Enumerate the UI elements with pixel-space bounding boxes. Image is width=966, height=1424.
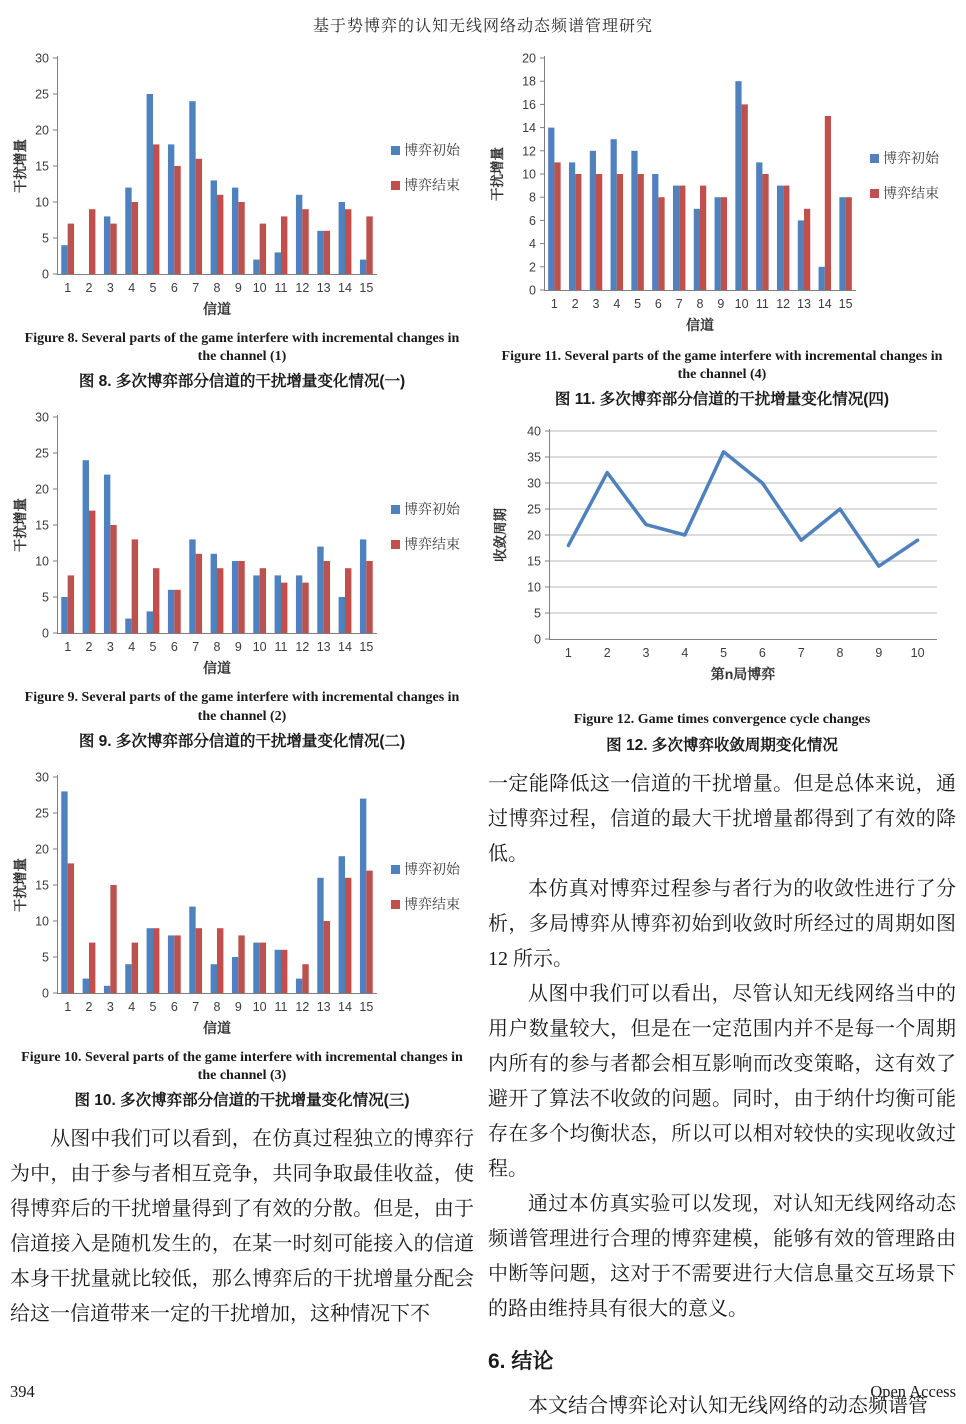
svg-text:6: 6 bbox=[654, 297, 662, 311]
right-body-paragraph: 从图中我们可以看出，尽管认知无线网络当中的用户数量较大，但是在一定范围内并不是每一个周期内所有的参与者都会相互影响而改变策略，这有效了避开了算法不收敛的问题。同时，由于纳什均衡可能存在多个均衡状态，所以可以相对较快的实现收敛过程。 bbox=[488, 982, 956, 1180]
svg-text:0: 0 bbox=[529, 283, 536, 298]
svg-text:35: 35 bbox=[527, 450, 541, 465]
right-body-paragraph: 通过本仿真实验可以发现，对认知无线网络动态频谱管理进行合理的博弈建模，能够有效的管理路由中断等问题，这对于不需要进行大信息量交互场景下的路由维持具有很大的意义。 bbox=[488, 1192, 956, 1320]
svg-text:15: 15 bbox=[35, 159, 49, 174]
svg-text:博弈结束: 博弈结束 bbox=[404, 536, 460, 553]
svg-text:12: 12 bbox=[295, 281, 310, 295]
svg-text:10: 10 bbox=[910, 646, 925, 661]
svg-text:博弈初始: 博弈初始 bbox=[404, 142, 460, 158]
svg-text:9: 9 bbox=[234, 281, 242, 295]
svg-text:4: 4 bbox=[128, 640, 136, 655]
svg-text:信道: 信道 bbox=[686, 317, 714, 333]
svg-text:30: 30 bbox=[527, 476, 541, 491]
figure9-bar-chart bbox=[11, 403, 473, 685]
svg-text:7: 7 bbox=[192, 281, 200, 295]
figure10-caption-en: Figure 10. Several parts of the game interfere with incremental changes in the channel (3) bbox=[21, 1049, 463, 1083]
svg-text:12: 12 bbox=[776, 297, 791, 311]
svg-text:10: 10 bbox=[522, 167, 536, 182]
svg-text:15: 15 bbox=[359, 640, 374, 655]
svg-text:13: 13 bbox=[316, 999, 331, 1014]
svg-text:3: 3 bbox=[106, 281, 114, 295]
svg-text:10: 10 bbox=[252, 999, 267, 1014]
svg-text:0: 0 bbox=[42, 626, 49, 641]
svg-text:20: 20 bbox=[527, 528, 541, 543]
svg-text:7: 7 bbox=[192, 999, 200, 1014]
svg-text:10: 10 bbox=[252, 640, 267, 655]
svg-text:3: 3 bbox=[106, 999, 114, 1014]
svg-text:10: 10 bbox=[252, 281, 267, 295]
svg-text:11: 11 bbox=[274, 640, 288, 655]
svg-text:12: 12 bbox=[295, 640, 310, 655]
svg-text:15: 15 bbox=[35, 518, 49, 533]
svg-text:15: 15 bbox=[838, 297, 853, 311]
figure12-line-chart bbox=[491, 421, 953, 707]
figure9-caption bbox=[10, 689, 474, 750]
svg-text:0: 0 bbox=[42, 986, 49, 1001]
svg-text:40: 40 bbox=[527, 424, 541, 439]
svg-text:2: 2 bbox=[85, 640, 93, 655]
svg-text:15: 15 bbox=[359, 999, 374, 1014]
page-title: 基于势博弈的认知无线网络动态频谱管理研究 bbox=[312, 18, 653, 35]
svg-text:4: 4 bbox=[529, 237, 536, 252]
svg-text:25: 25 bbox=[35, 446, 49, 461]
figure8-bar-chart bbox=[11, 44, 473, 326]
svg-text:1: 1 bbox=[564, 646, 572, 661]
svg-text:14: 14 bbox=[522, 121, 536, 136]
two-column-layout bbox=[0, 44, 966, 1424]
svg-text:3: 3 bbox=[592, 297, 600, 311]
svg-text:7: 7 bbox=[675, 297, 683, 311]
figure8-caption bbox=[10, 330, 474, 391]
svg-text:5: 5 bbox=[634, 297, 642, 311]
svg-text:5: 5 bbox=[149, 999, 157, 1014]
svg-text:6: 6 bbox=[170, 281, 178, 295]
svg-text:5: 5 bbox=[42, 590, 49, 605]
svg-text:25: 25 bbox=[35, 806, 49, 821]
svg-text:12: 12 bbox=[522, 144, 536, 159]
svg-text:20: 20 bbox=[35, 482, 49, 497]
svg-text:6: 6 bbox=[170, 640, 178, 655]
svg-text:8: 8 bbox=[696, 297, 704, 311]
svg-text:20: 20 bbox=[35, 123, 49, 138]
svg-text:10: 10 bbox=[527, 580, 541, 595]
svg-text:13: 13 bbox=[316, 640, 331, 655]
page-number: 394 bbox=[10, 1382, 35, 1401]
svg-text:9: 9 bbox=[234, 640, 242, 655]
svg-text:8: 8 bbox=[213, 281, 221, 295]
svg-text:博弈初始: 博弈初始 bbox=[404, 501, 460, 518]
svg-text:6: 6 bbox=[758, 646, 766, 661]
svg-text:10: 10 bbox=[35, 195, 49, 210]
svg-text:5: 5 bbox=[149, 281, 157, 295]
svg-text:25: 25 bbox=[35, 87, 49, 102]
figure12-caption-en: Figure 12. Game times convergence cycle changes bbox=[573, 712, 871, 728]
svg-text:14: 14 bbox=[817, 297, 832, 311]
figure9-caption-zh: 图 9. 多次博弈部分信道的干扰增量变化情况(二) bbox=[78, 732, 406, 750]
svg-text:2: 2 bbox=[529, 260, 536, 275]
section-heading-conclusion: 6. 结论 bbox=[488, 1349, 554, 1373]
figure11-caption-en: Figure 11. Several parts of the game interfere with incremental changes in the channel (4) bbox=[501, 349, 943, 383]
svg-text:11: 11 bbox=[755, 297, 769, 311]
figure10-bar-chart bbox=[11, 763, 473, 1045]
figure12-caption bbox=[488, 711, 956, 754]
left-column bbox=[10, 44, 474, 1424]
svg-text:11: 11 bbox=[274, 281, 288, 295]
svg-text:14: 14 bbox=[338, 999, 352, 1014]
svg-text:博弈结束: 博弈结束 bbox=[883, 185, 939, 201]
conclusion-paragraph: 本文结合博弈论对认知无线网络的动态频谱管 bbox=[528, 1394, 928, 1417]
open-access-label: Open Access bbox=[870, 1382, 956, 1401]
figure10-caption-zh: 图 10. 多次博弈部分信道的干扰增量变化情况(三) bbox=[74, 1092, 410, 1110]
svg-text:1: 1 bbox=[64, 281, 72, 295]
svg-text:9: 9 bbox=[717, 297, 725, 311]
svg-text:25: 25 bbox=[527, 502, 541, 517]
figure8-caption-zh: 图 8. 多次博弈部分信道的干扰增量变化情况(一) bbox=[78, 373, 406, 391]
svg-text:14: 14 bbox=[338, 281, 352, 295]
svg-text:13: 13 bbox=[797, 297, 811, 311]
svg-text:3: 3 bbox=[106, 640, 114, 655]
svg-text:15: 15 bbox=[527, 554, 541, 569]
figure11-caption-zh: 图 11. 多次博弈部分信道的干扰增量变化情况(四) bbox=[554, 391, 890, 409]
svg-text:2: 2 bbox=[571, 297, 579, 311]
svg-text:20: 20 bbox=[522, 51, 536, 66]
svg-text:30: 30 bbox=[35, 51, 49, 66]
svg-text:7: 7 bbox=[192, 640, 200, 655]
svg-text:博弈结束: 博弈结束 bbox=[404, 895, 460, 912]
figure12-caption-zh: 图 12. 多次博弈收敛周期变化情况 bbox=[606, 736, 838, 754]
svg-text:8: 8 bbox=[529, 190, 536, 205]
svg-text:信道: 信道 bbox=[203, 660, 231, 677]
figure9-caption-en: Figure 9. Several parts of the game interfere with incremental changes in the channel (2) bbox=[24, 690, 460, 724]
svg-text:0: 0 bbox=[42, 267, 49, 282]
svg-text:10: 10 bbox=[734, 297, 749, 311]
svg-text:1: 1 bbox=[64, 640, 72, 655]
svg-text:干扰增量: 干扰增量 bbox=[490, 147, 505, 201]
svg-text:4: 4 bbox=[681, 646, 689, 661]
svg-text:4: 4 bbox=[128, 999, 136, 1014]
svg-text:1: 1 bbox=[550, 297, 558, 311]
svg-text:1: 1 bbox=[64, 999, 72, 1014]
svg-text:干扰增量: 干扰增量 bbox=[13, 498, 28, 553]
svg-text:2: 2 bbox=[85, 999, 93, 1014]
svg-text:4: 4 bbox=[613, 297, 621, 311]
svg-text:10: 10 bbox=[35, 914, 49, 929]
svg-text:16: 16 bbox=[522, 97, 536, 112]
svg-text:10: 10 bbox=[35, 554, 49, 569]
svg-text:信道: 信道 bbox=[203, 301, 231, 317]
svg-text:5: 5 bbox=[534, 606, 541, 621]
svg-text:干扰增量: 干扰增量 bbox=[13, 857, 28, 912]
svg-text:0: 0 bbox=[534, 632, 541, 647]
svg-text:4: 4 bbox=[128, 281, 136, 295]
svg-text:干扰增量: 干扰增量 bbox=[13, 139, 28, 193]
footer bbox=[10, 1382, 956, 1402]
svg-text:信道: 信道 bbox=[203, 1019, 231, 1036]
svg-text:第n局博弈: 第n局博弈 bbox=[710, 666, 776, 683]
svg-text:30: 30 bbox=[35, 410, 49, 425]
svg-text:9: 9 bbox=[234, 999, 242, 1014]
svg-text:博弈初始: 博弈初始 bbox=[883, 150, 939, 166]
svg-text:8: 8 bbox=[213, 640, 221, 655]
svg-text:15: 15 bbox=[359, 281, 374, 295]
right-body-paragraph: 本仿真对博弈过程参与者行为的收敛性进行了分析，多局博弈从博弈初始到收敛时所经过的周期如图 12 所示。 bbox=[488, 877, 956, 970]
figure11-bar-chart bbox=[488, 44, 956, 344]
svg-text:2: 2 bbox=[603, 646, 611, 661]
figure10-caption bbox=[10, 1049, 474, 1110]
left-body-paragraph: 从图中我们可以看到，在仿真过程独立的博弈行为中，由于参与者相互竞争，共同争取最佳收益，使得博弈后的干扰增量得到了有效的分散。但是，由于信道接入是随机发生的，在某一时刻可能接入的信道本身干扰量就比较低，那么博弈后的干扰增量分配会给这一信道带来一定的干扰增加，这种情况下不 bbox=[10, 1128, 474, 1326]
svg-text:13: 13 bbox=[316, 281, 331, 295]
svg-text:收敛周期: 收敛周期 bbox=[493, 508, 508, 563]
svg-text:2: 2 bbox=[85, 281, 93, 295]
svg-text:9: 9 bbox=[875, 646, 883, 661]
svg-text:6: 6 bbox=[170, 999, 178, 1014]
svg-text:5: 5 bbox=[42, 950, 49, 965]
right-body-paragraph: 一定能降低这一信道的干扰增量。但是总体来说，通过博弈过程，信道的最大干扰增量都得到了有效的降低。 bbox=[488, 772, 956, 865]
svg-text:11: 11 bbox=[274, 999, 288, 1014]
figure11-caption bbox=[488, 348, 956, 409]
svg-text:30: 30 bbox=[35, 770, 49, 785]
svg-text:15: 15 bbox=[35, 878, 49, 893]
svg-text:5: 5 bbox=[42, 231, 49, 246]
svg-text:7: 7 bbox=[797, 646, 805, 661]
svg-text:8: 8 bbox=[213, 999, 221, 1014]
svg-text:8: 8 bbox=[836, 646, 844, 661]
figure8-caption-en: Figure 8. Several parts of the game interfere with incremental changes in the channel (1) bbox=[24, 331, 460, 365]
svg-text:博弈初始: 博弈初始 bbox=[404, 860, 460, 877]
svg-text:博弈结束: 博弈结束 bbox=[404, 177, 460, 193]
svg-text:6: 6 bbox=[529, 213, 536, 228]
svg-text:14: 14 bbox=[338, 640, 352, 655]
svg-text:5: 5 bbox=[149, 640, 157, 655]
svg-text:12: 12 bbox=[295, 999, 310, 1014]
right-column bbox=[488, 44, 956, 1424]
svg-text:20: 20 bbox=[35, 842, 49, 857]
svg-text:5: 5 bbox=[720, 646, 728, 661]
svg-text:3: 3 bbox=[642, 646, 650, 661]
svg-text:18: 18 bbox=[522, 74, 536, 89]
